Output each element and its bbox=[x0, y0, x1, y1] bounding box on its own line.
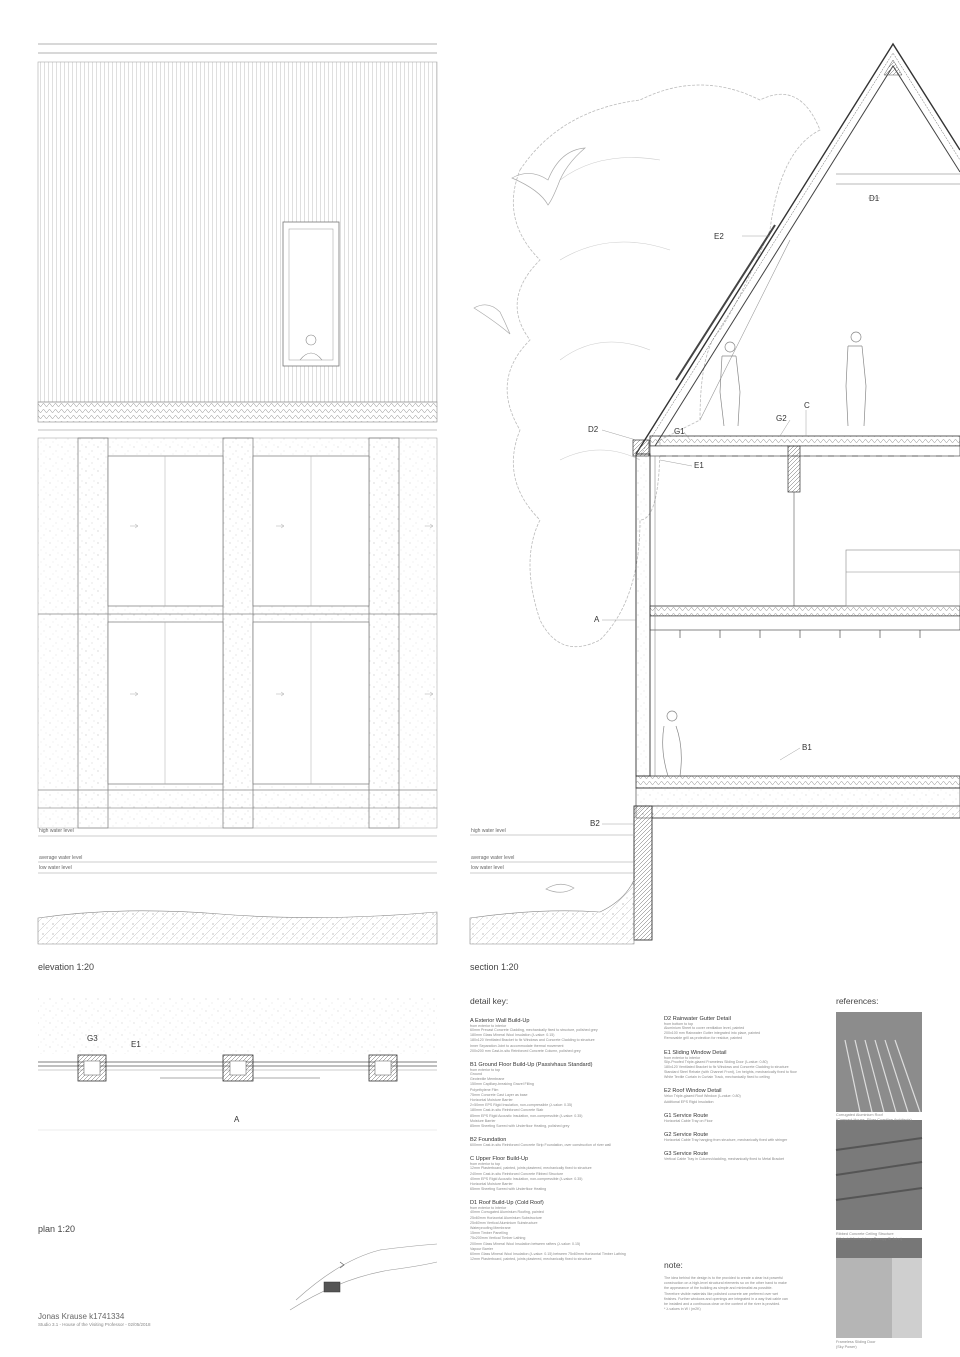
section-title: section 1:20 bbox=[470, 962, 519, 972]
detail-key-note: from exterior to interior bbox=[470, 1024, 507, 1028]
detail-key-line: Horizontal Cable Tray hanging from structure, mechanically fixed with stringer bbox=[664, 1138, 788, 1143]
detail-key-line: 75mm Concrete Cast Layer as base bbox=[470, 1092, 528, 1097]
detail-key-line: 15mm Timber Panelling bbox=[470, 1231, 508, 1236]
tag-A: A bbox=[594, 615, 600, 624]
reference-images bbox=[836, 1012, 922, 1338]
detail-key-line: 65mm Sheeting Screed with Underfloor Heating bbox=[470, 1187, 547, 1192]
detail-key-title: E1 Sliding Window Detail bbox=[664, 1049, 727, 1056]
detail-key-note: from exterior to top bbox=[470, 1162, 501, 1167]
detail-key-line: 25x60mm Horizontal Aluminium Substructure bbox=[470, 1215, 542, 1220]
detail-key-note: from bottom to top bbox=[664, 1022, 694, 1026]
detail-key-line: 180mm Glass Mineral Wool Insulation (λ-value: 0.15) bbox=[470, 1033, 555, 1038]
detail-key-line: Velux Triple-glazed Roof Window (λ-value: 0.80) bbox=[664, 1094, 741, 1099]
tag-A-plan: A bbox=[234, 1115, 240, 1124]
detail-key-title: G1 Service Route bbox=[664, 1112, 709, 1119]
plan-drawing bbox=[38, 998, 437, 1310]
detail-key-item bbox=[664, 1088, 824, 1104]
detail-key-line: 200mm Glass Mineral Wool Insulation between rafters (λ-value: 0.15) bbox=[470, 1241, 581, 1246]
detail-key-line: 12mm Plasterboard, painted, joints plastered, mechanically fixed to structure bbox=[470, 1257, 592, 1262]
detail-key-line: 25x60mm Vertical Aluminium Substructure bbox=[470, 1220, 538, 1225]
detail-key-item bbox=[470, 1200, 652, 1262]
tag-B1: B1 bbox=[802, 743, 812, 752]
detail-key-line: 200x100 mm Rainwater Gutter integrated into place, painted bbox=[664, 1031, 761, 1036]
detail-key-line: Ground bbox=[470, 1072, 482, 1077]
note-line: finishes. Further windows and openings are integrated in a way that cable can bbox=[664, 1296, 788, 1301]
detail-key-line: 60mm Glass Mineral Wool Insulation (λ-value: 0.15) between 75x60mm Horizontal Timber Lathing bbox=[470, 1252, 626, 1257]
elevation-title: elevation 1:20 bbox=[38, 962, 95, 972]
detail-key-line: 60mm Precast Concrete Cladding, mechanically fixed to structure, polished grey bbox=[470, 1028, 598, 1032]
detail-key-line: 40mm Corrugated Aluminium Roofing, painted bbox=[470, 1210, 544, 1215]
detail-key-title: B2 Foundation bbox=[470, 1137, 507, 1144]
elevation-average-water-label: average water level bbox=[39, 855, 83, 861]
tag-D1: D1 bbox=[869, 194, 880, 203]
detail-key-item bbox=[470, 1018, 652, 1054]
detail-key-line: 200x200 mm Cast-in-situ Reinforced Concrete Column, polished grey bbox=[470, 1048, 581, 1053]
detail-key-title: B1 Ground Floor Build-Up (Passivhaus Standard) bbox=[470, 1062, 593, 1069]
author-name: Jonas Krause k1741334 bbox=[38, 1312, 125, 1321]
tag-B2: B2 bbox=[590, 819, 600, 828]
note-line: * λ-values in W / (m2K) bbox=[664, 1307, 701, 1312]
detail-key-line: Moisture Barrier bbox=[470, 1118, 496, 1123]
tag-E1-plan: E1 bbox=[131, 1040, 141, 1049]
section-drawing bbox=[470, 44, 960, 944]
elevation-low-water-label: low water level bbox=[39, 865, 72, 871]
tag-G3: G3 bbox=[87, 1034, 98, 1043]
detail-key-line: Horizontal Moisture Barrier bbox=[470, 1182, 513, 1187]
tag-E1: E1 bbox=[694, 461, 704, 470]
detail-key-line: Additional EPS Rigid Insulation bbox=[664, 1099, 714, 1104]
reference-image-1 bbox=[836, 1012, 922, 1112]
detail-key-line: 75x200mm Vertical Timber Lathing bbox=[470, 1236, 526, 1241]
detail-key-note: from exterior to interior bbox=[664, 1055, 701, 1060]
references-heading: references: bbox=[836, 996, 879, 1006]
tag-E2: E2 bbox=[714, 232, 724, 241]
note-line: be installed and a continuous clear on the context of the river is provided. bbox=[664, 1302, 781, 1307]
detail-key-line: Inner Separation Joint to accommodate thermal movement bbox=[470, 1043, 564, 1048]
tag-C: C bbox=[804, 401, 810, 410]
detail-key-line: 180mm Cast-in-situ Reinforced Concrete Slab bbox=[470, 1108, 544, 1113]
detail-key-title: C Upper Floor Build-Up bbox=[470, 1156, 529, 1163]
detail-key-item bbox=[664, 1113, 824, 1124]
reference-caption-2: Ribbed Concrete Ceiling Structure (Wakatuli Ambulatory, Canopy St John) bbox=[836, 1232, 902, 1241]
detail-key-note: from exterior to top bbox=[470, 1068, 501, 1073]
note-line: the appearance of the building as simple and minimalist as possible. bbox=[664, 1286, 773, 1291]
elevation-high-water-label: high water level bbox=[39, 828, 74, 834]
reference-image-2 bbox=[836, 1120, 922, 1230]
detail-key-line: Standard Steel Rebate (with Channel Front), 1m heights, mechanically fixed to floor bbox=[664, 1070, 797, 1075]
detail-key-line: Horizontal Moisture Barrier bbox=[470, 1098, 513, 1103]
detail-key-item bbox=[470, 1137, 652, 1148]
note-line: construction on a high-level structural elements so on the other hand to make bbox=[664, 1281, 787, 1286]
detail-key-item bbox=[664, 1016, 824, 1042]
note-line: Therefore visible materials like polished concrete are preferred over wet bbox=[664, 1291, 779, 1296]
detail-key-line: 85mm Sheeting Screed with Underfloor Heating, polished grey bbox=[470, 1124, 570, 1129]
reference-caption-3: Frameless Sliding Door (Sky Power) bbox=[836, 1340, 876, 1349]
detail-key-title: A Exterior Wall Build-Up bbox=[470, 1018, 530, 1024]
detail-key-line: Geotextile Membrane bbox=[470, 1077, 505, 1082]
detail-key-title: E2 Roof Window Detail bbox=[664, 1088, 722, 1095]
elevation-drawing bbox=[38, 44, 437, 944]
reference-caption-1: Corrugated Aluminium Roof (Compact House, Silver Coastline Architects) bbox=[836, 1113, 912, 1122]
section-high-water-label: high water level bbox=[471, 828, 506, 834]
detail-key-line: Horizontal Cable Tray on Floor bbox=[664, 1118, 713, 1123]
detail-key-line: 2×50mm EPS Rigid Insulation, non-compressible (λ-value: 0.35) bbox=[470, 1103, 573, 1108]
detail-key-line: 600mm Cast-in-situ Reinforced Concrete Strip Foundation, over construction of river wall bbox=[470, 1143, 612, 1148]
detail-key-line: 12mm Plasterboard, painted, joints plastered, mechanically fixed to structure bbox=[470, 1166, 592, 1171]
detail-key-line: Vertical Cable Tray in Column/cladding, mechanically fixed to Metal Bracket bbox=[664, 1157, 785, 1162]
detail-key-line: 180x120 Ventilated Bracket to fix Windows and Concrete Cladding to structure bbox=[664, 1064, 789, 1069]
detail-key-title: G3 Service Route bbox=[664, 1151, 709, 1158]
tag-D2: D2 bbox=[588, 425, 599, 434]
detail-key-line: 40mm EPS Rigid Acoustic Insulation, non-compressible (λ-value: 0.35) bbox=[470, 1176, 583, 1181]
detail-key-left-column bbox=[470, 1010, 652, 1263]
detail-key-title: D1 Roof Build-Up (Cold Roof) bbox=[470, 1200, 544, 1207]
detail-key-note: from exterior to interior bbox=[470, 1206, 507, 1211]
detail-key-line: 180x120 Ventilated Bracket to fix Windows and Concrete Cladding to structure bbox=[470, 1038, 595, 1043]
detail-key-item bbox=[664, 1151, 824, 1162]
detail-key-line: 240mm Cast-in-situ Reinforced Concrete Ribbed Structure bbox=[470, 1171, 564, 1176]
note-heading: note: bbox=[664, 1260, 683, 1270]
detail-key-line: White Textile Curtain in Curtain Track, mechanically fixed to ceiling bbox=[664, 1075, 770, 1080]
detail-key-item bbox=[664, 1132, 824, 1143]
detail-key-item bbox=[470, 1156, 652, 1192]
detail-key-item bbox=[470, 1062, 652, 1129]
detail-key-item bbox=[664, 1050, 824, 1081]
detail-key-title: G2 Service Route bbox=[664, 1132, 709, 1139]
section-average-water-label: average water level bbox=[471, 855, 515, 861]
note-body bbox=[664, 1276, 824, 1312]
detail-key-title: D2 Rainwater Gutter Detail bbox=[664, 1016, 731, 1022]
detail-key-line: Removable grill as protection for residue, painted bbox=[664, 1036, 743, 1041]
detail-key-line: Vapour Barrier bbox=[470, 1246, 494, 1251]
tag-G2: G2 bbox=[776, 414, 787, 423]
plan-title: plan 1:20 bbox=[38, 1224, 76, 1234]
note-line: The idea behind the design is to the provided to create a clear but powerful bbox=[664, 1276, 784, 1280]
section-low-water-label: low water level bbox=[471, 865, 504, 871]
project-info: Studio 3.1 - House of the Visiting Professor - 02/05/2018 bbox=[38, 1322, 151, 1327]
detail-key-line: Slip-Proofed Triple-glazed Frameless Sliding Door (λ-value: 0.80) bbox=[664, 1059, 768, 1064]
detail-key-right-column bbox=[664, 1008, 824, 1162]
detail-key-line: 85mm EPS Rigid Acoustic Insulation, non-compressible (λ-value: 0.35) bbox=[470, 1113, 583, 1118]
detail-key-line: Aluminium Sheet to cover ventilation level, painted bbox=[664, 1026, 745, 1030]
detail-key-heading: detail key: bbox=[470, 996, 509, 1006]
detail-key-line: Polyethylene Film bbox=[470, 1087, 499, 1092]
detail-key-line: Waterproofing Membrane bbox=[470, 1226, 511, 1231]
detail-key-line: 150mm Capillary-breaking Gravel Filling bbox=[470, 1082, 534, 1087]
tag-G1: G1 bbox=[674, 427, 685, 436]
